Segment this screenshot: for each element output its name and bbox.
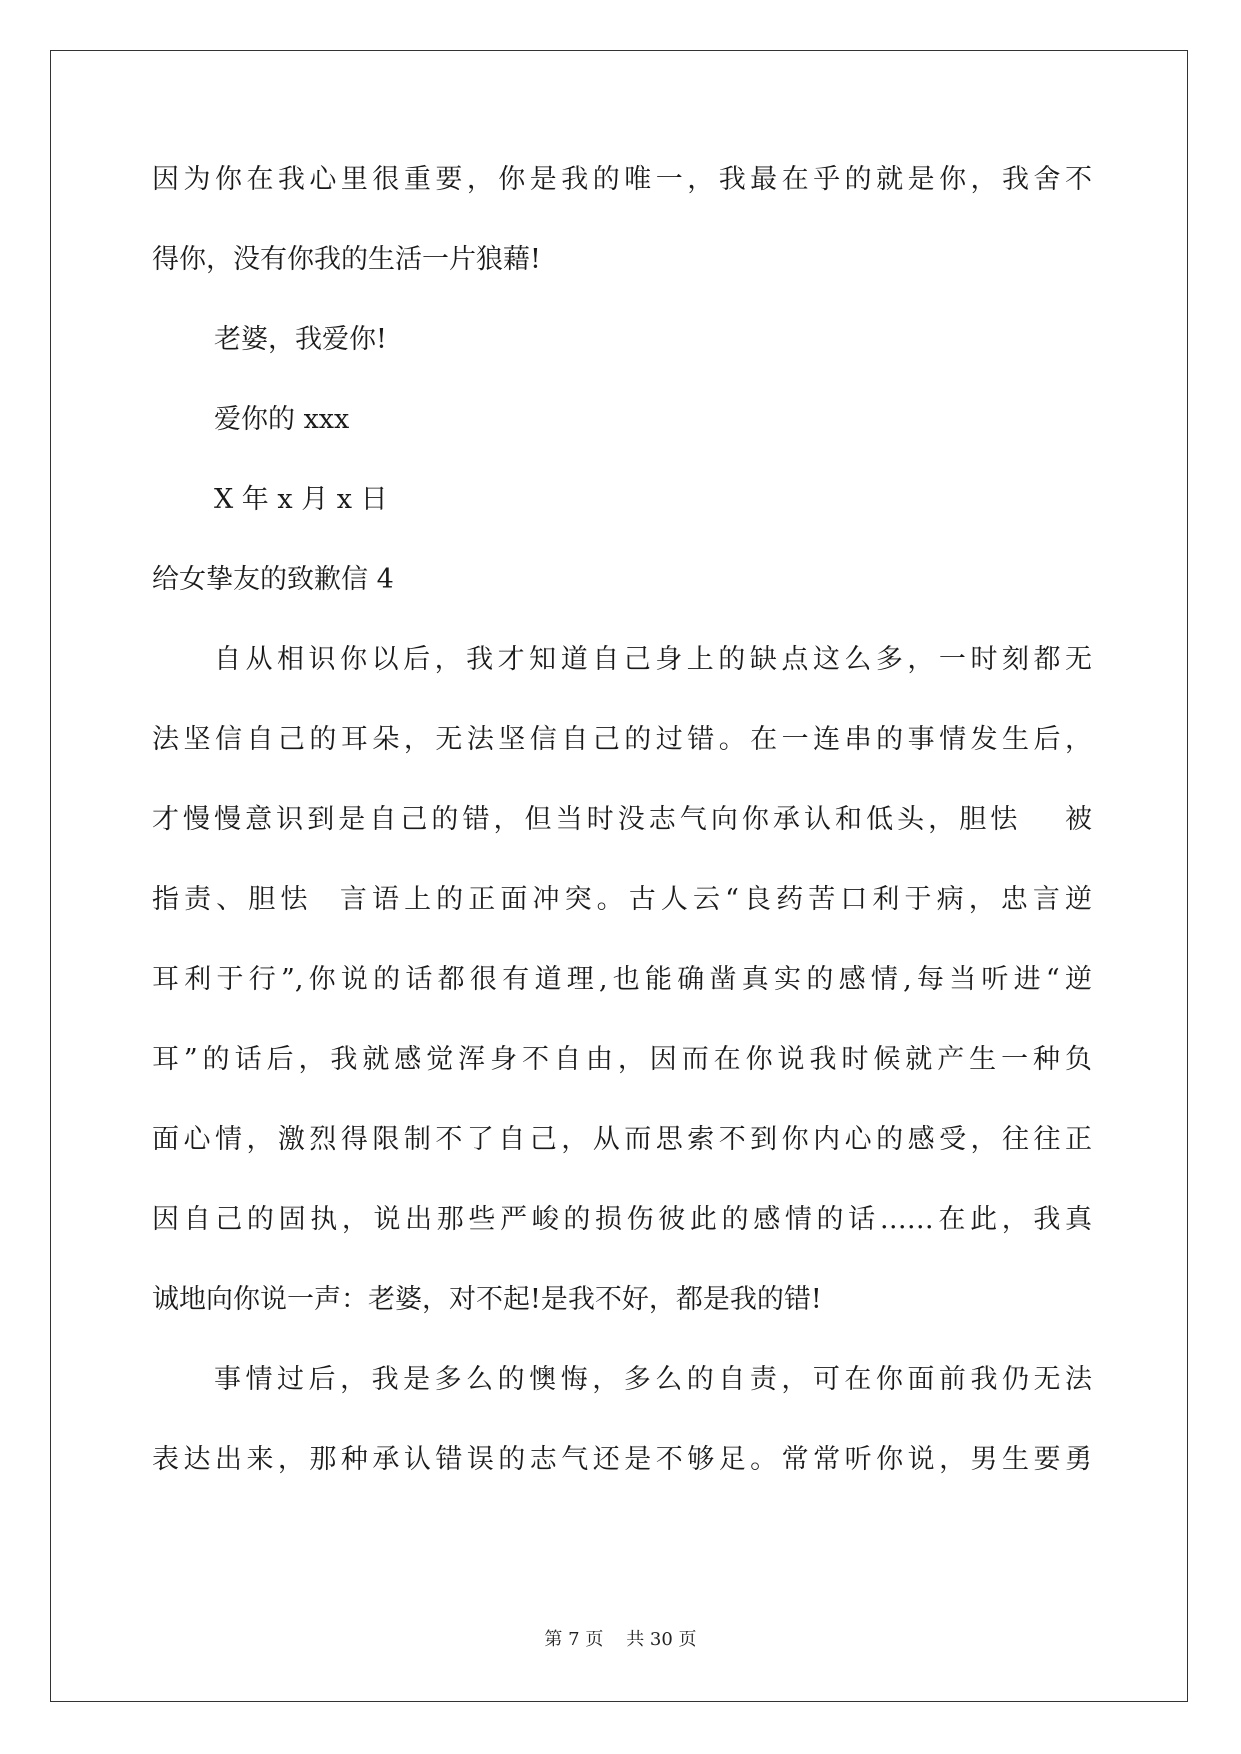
text-line: 得你，没有你我的生活一片狼藉! [152, 244, 541, 275]
text-line: 表达出来，那种承认错误的志气还是不够足。常常听你说，男生要勇 [152, 1444, 1092, 1475]
date-line: X 年 x 月 x 日 [214, 484, 388, 515]
text-line: 因为你在我心里很重要，你是我的唯一，我最在乎的就是你，我舍不 [152, 164, 1092, 195]
text-line: 诚地向你说一声：老婆，对不起!是我不好，都是我的错! [152, 1284, 822, 1315]
signature-line: 爱你的 xxx [214, 404, 350, 435]
text-line: 面心情，激烈得限制不了自己，从而思索不到你内心的感受，往往正 [152, 1124, 1092, 1155]
text-line: 法坚信自己的耳朵，无法坚信自己的过错。在一连串的事情发生后， [152, 724, 1092, 755]
text-line: 耳”的话后，我就感觉浑身不自由，因而在你说我时候就产生一种负 [152, 1044, 1092, 1075]
section-heading: 给女挚友的致歉信 4 [152, 564, 394, 595]
page-number-footer: 第 7 页 共 30 页 [544, 1629, 697, 1650]
greeting-line: 老婆，我爱你! [214, 324, 387, 355]
text-line: 指责、胆怯 言语上的正面冲突。古人云“良药苦口利于病，忠言逆 [152, 884, 1092, 915]
text-line: 事情过后，我是多么的懊悔，多么的自责，可在你面前我仍无法 [214, 1364, 1092, 1395]
document-body [152, 160, 1092, 1520]
text-line: 自从相识你以后，我才知道自己身上的缺点这么多，一时刻都无 [214, 644, 1092, 675]
text-line: 耳利于行”,你说的话都很有道理,也能确凿真实的感情,每当听进“逆 [152, 964, 1092, 995]
text-line: 才慢慢意识到是自己的错，但当时没志气向你承认和低头，胆怯 被 [152, 804, 1092, 835]
text-line: 因自己的固执，说出那些严峻的损伤彼此的感情的话……在此，我真 [152, 1204, 1092, 1235]
